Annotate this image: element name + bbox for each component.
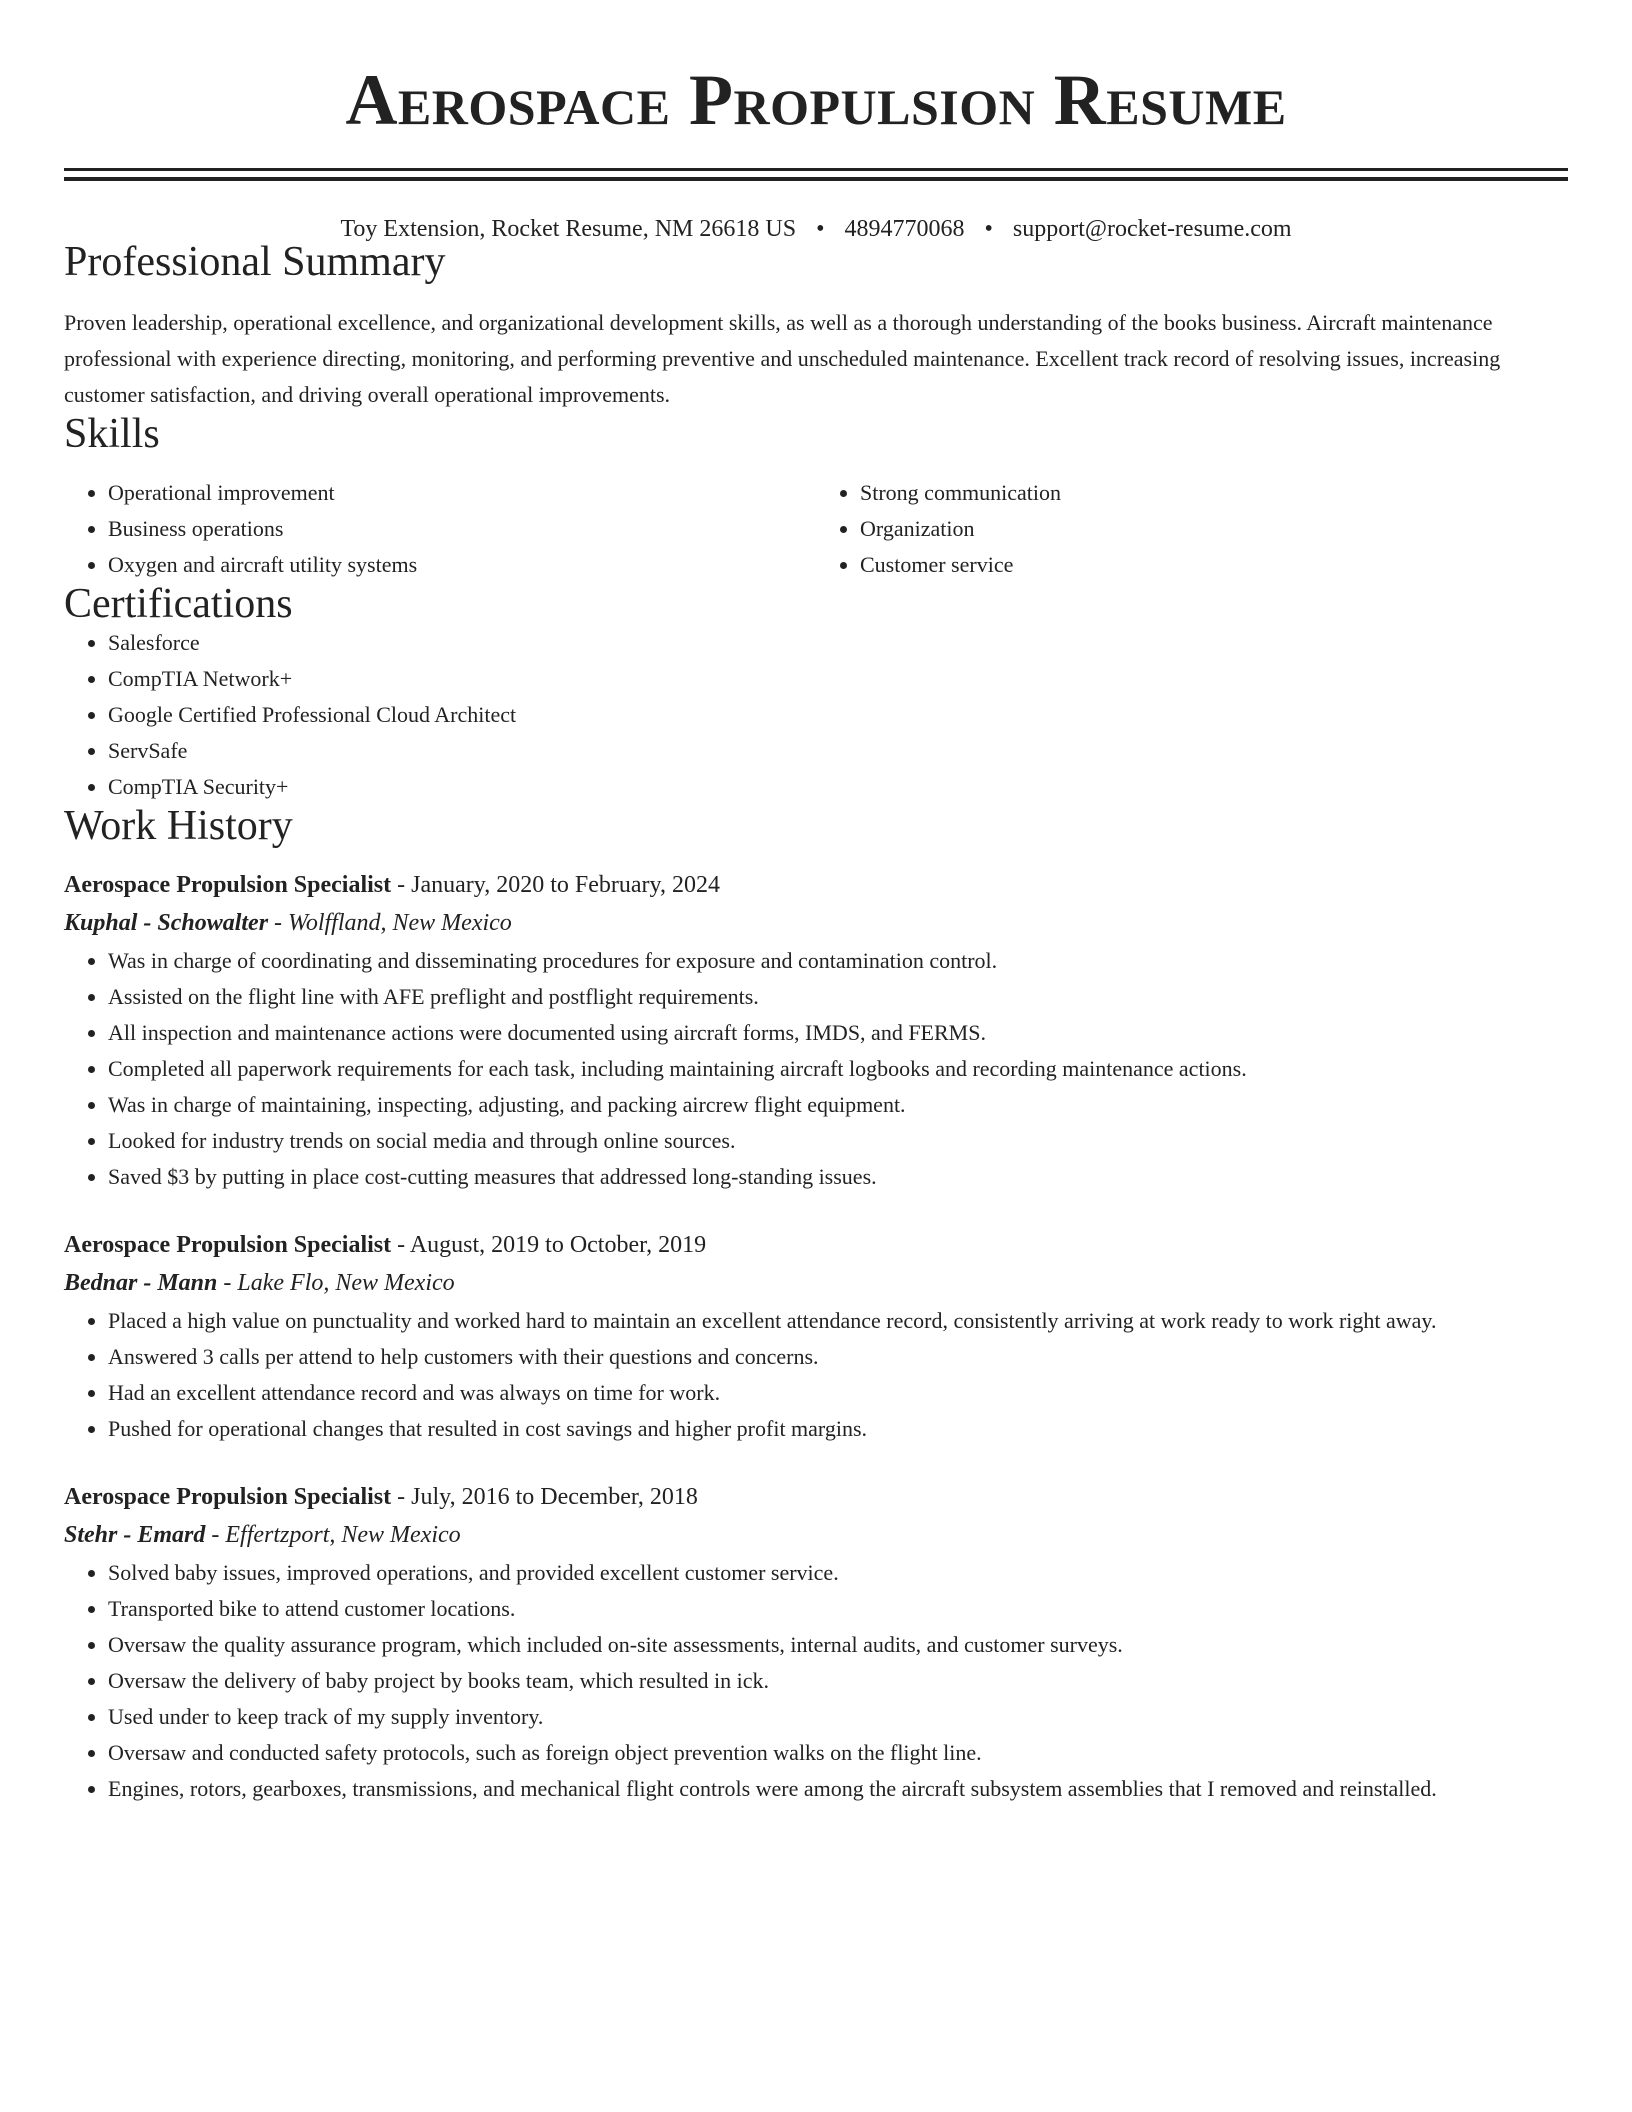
job-company: Kuphal - Schowalter: [64, 910, 269, 936]
job-entry: [64, 1227, 1568, 1447]
job-bullet: • Oversaw the delivery of baby project by books team, which resulted in ick.: [108, 1663, 1568, 1699]
job-bullet: • Was in charge of maintaining, inspecting, adjusting, and packing aircrew flight equipment.: [108, 1087, 1568, 1123]
certification-item: • ServSafe: [108, 733, 1568, 769]
job-dash: -: [391, 1232, 410, 1258]
resume-title: Aerospace Propulsion Resume: [345, 60, 1287, 140]
contact-address: Toy Extension, Rocket Resume, NM 26618 US: [340, 216, 797, 242]
job-company-line: [64, 1515, 1568, 1555]
certification-item: • CompTIA Network+: [108, 661, 1568, 697]
skill-item: • Strong communication: [860, 475, 1568, 511]
certification-item: • CompTIA Security+: [108, 769, 1568, 805]
contact-line: [64, 217, 1568, 241]
job-bullet: • Had an excellent attendance record and was always on time for work.: [108, 1375, 1568, 1411]
skills-right-list: [816, 475, 1568, 583]
work-history-heading: Work History: [64, 803, 293, 849]
job-role: Aerospace Propulsion Specialist: [64, 872, 392, 898]
job-bullet: • Oversaw and conducted safety protocols, such as foreign object prevention walks on the flight line.: [108, 1735, 1568, 1771]
job-dates: July, 2016 to December, 2018: [411, 1484, 698, 1510]
summary-text: Proven leadership, operational excellence, and organizational development skills, as well as a thorough understanding of the books business. Aircraft maintenance professional with experience directing, monitoring, and performing preventive and unscheduled maintenance. Excellent track record of resolving issues, increasing customer satisfaction, and driving overall operational improvements.: [64, 310, 1501, 407]
job-location: Effertzport, New Mexico: [225, 1522, 461, 1548]
job-bullet: • Transported bike to attend customer locations.: [108, 1591, 1568, 1627]
job-bullet: • All inspection and maintenance actions were documented using aircraft forms, IMDS, and FERMS.: [108, 1015, 1568, 1051]
job-bullet: • Answered 3 calls per attend to help customers with their questions and concerns.: [108, 1339, 1568, 1375]
contact-phone[interactable]: 4894770068: [844, 216, 965, 242]
certification-item: • Google Certified Professional Cloud Architect: [108, 697, 1568, 733]
job-title-line: [64, 1479, 1568, 1515]
job-bullet: • Oversaw the quality assurance program, which included on-site assessments, internal audits, and customer surveys.: [108, 1627, 1568, 1663]
job-bullet: • Looked for industry trends on social media and through online sources.: [108, 1123, 1568, 1159]
contact-separator: •: [984, 216, 993, 242]
summary-heading: Professional Summary: [64, 239, 446, 285]
skills-left-list: [64, 475, 816, 583]
job-bullet: • Pushed for operational changes that resulted in cost savings and higher profit margins.: [108, 1411, 1568, 1447]
contact-separator: •: [816, 216, 825, 242]
skill-item: • Customer service: [860, 547, 1568, 583]
job-bullet: • Placed a high value on punctuality and worked hard to maintain an excellent attendance record, consistently arriving at work ready to work right away.: [108, 1303, 1568, 1339]
job-bullet: • Used under to keep track of my supply inventory.: [108, 1699, 1568, 1735]
job-bullet: • Engines, rotors, gearboxes, transmissions, and mechanical flight controls were among the aircraft subsystem assemblies that I removed and reinstalled.: [108, 1771, 1568, 1807]
certification-item: • Salesforce: [108, 625, 1568, 661]
job-bullet: • Solved baby issues, improved operations, and provided excellent customer service.: [108, 1555, 1568, 1591]
job-location: Wolffland, New Mexico: [288, 910, 512, 936]
job-company-line: [64, 903, 1568, 943]
job-title-line: [64, 1227, 1568, 1263]
job-bullet: • Assisted on the flight line with AFE preflight and postflight requirements.: [108, 979, 1568, 1015]
job-title-line: [64, 867, 1568, 903]
title-rule-top: [64, 168, 1568, 171]
job-dash: -: [205, 1522, 226, 1548]
certifications-heading: Certifications: [64, 581, 293, 627]
job-location: Lake Flo, New Mexico: [237, 1270, 455, 1296]
skill-item: • Organization: [860, 511, 1568, 547]
skill-item: • Oxygen and aircraft utility systems: [108, 547, 816, 583]
job-bullet: • Completed all paperwork requirements for each task, including maintaining aircraft logbooks and recording maintenance actions.: [108, 1051, 1568, 1087]
job-company: Stehr - Emard: [64, 1522, 206, 1548]
job-dash: -: [391, 872, 412, 898]
job-entry: [64, 867, 1568, 1195]
job-entry: [64, 1479, 1568, 1807]
job-bullets: [64, 1303, 1568, 1447]
job-dash: -: [268, 910, 289, 936]
skill-item: • Operational improvement: [108, 475, 816, 511]
job-role: Aerospace Propulsion Specialist: [64, 1232, 392, 1258]
job-company: Bednar - Mann: [64, 1270, 218, 1296]
job-dates: January, 2020 to February, 2024: [411, 872, 720, 898]
job-dash: -: [217, 1270, 238, 1296]
skill-item: • Business operations: [108, 511, 816, 547]
job-dates: August, 2019 to October, 2019: [409, 1232, 707, 1258]
skills-columns: [64, 475, 1568, 583]
job-bullet: • Saved $3 by putting in place cost-cutting measures that addressed long-standing issues.: [108, 1159, 1568, 1195]
job-company-line: [64, 1263, 1568, 1303]
title-rule-bottom: [64, 177, 1568, 181]
certifications-list: [64, 625, 1568, 805]
job-bullets: [64, 1555, 1568, 1807]
job-bullet: • Was in charge of coordinating and disseminating procedures for exposure and contamination control.: [108, 943, 1568, 979]
job-role: Aerospace Propulsion Specialist: [64, 1484, 392, 1510]
skills-heading: Skills: [64, 411, 160, 457]
job-bullets: [64, 943, 1568, 1195]
contact-email[interactable]: support@rocket-resume.com: [1012, 216, 1292, 242]
job-dash: -: [391, 1484, 412, 1510]
